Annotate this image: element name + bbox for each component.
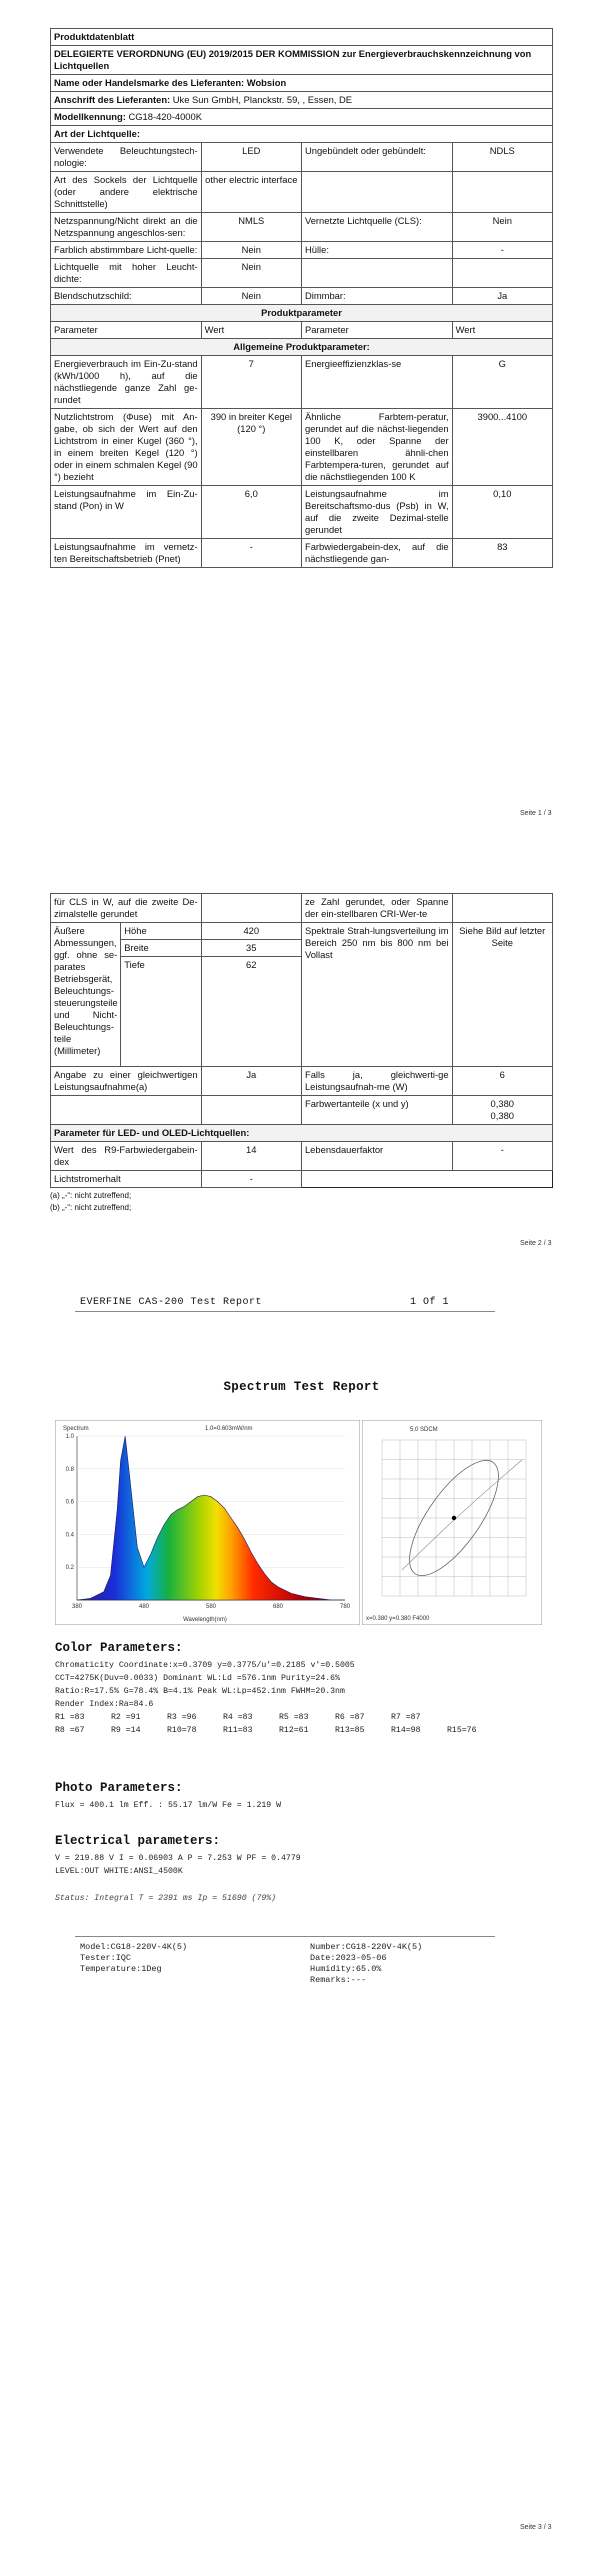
table-row: Wert des R9-Farbwiedergabein-dex 14 Lebensdauerfaktor - (51, 1142, 553, 1171)
table-row: Energieverbrauch im Ein-Zu-stand (kWh/1000 h), auf die nächstliegende ganze Zahl ge-rundet 7 Energieeffizienzklas-se G (51, 356, 553, 409)
general-params-header: Allgemeine Produktparameter: (51, 339, 553, 356)
x-tick-label: 680 (272, 1604, 284, 1610)
datasheet-table-2 (50, 893, 553, 1188)
x-tick-label: 480 (138, 1604, 150, 1610)
light-source-type: Art der Lichtquelle: (51, 126, 553, 143)
table-row: Nutzlichtstrom (Φuse) mit An-gabe, ob sich der Wert auf den Lichtstrom in einer Kugel (360 °), in einem breiten Kegel (120 °) oder in einem schmalen Kegel (90 °) bezieht 390 in breiter Kegel (120 °) Ähnliche Farbtem-peratur, gerundet auf die nächst-liegenden 100 K, oder Spanne der einstellbaren ähnli-chen Farbtempera-turen, gerundet auf die nächstliegenden 100 K 3900...4100 (51, 409, 553, 486)
table-row: Art des Sockels der Lichtquelle (oder andere elektrische Schnittstelle) other electric interface (51, 172, 553, 213)
dims-row: Breite 35 (51, 940, 553, 957)
column-header-row: Parameter Wert Parameter Wert (51, 322, 553, 339)
page-number-1: Seite 1 / 3 (520, 810, 552, 817)
color-params-title: Color Parameters: (55, 1641, 183, 1655)
cie-frame (362, 1420, 542, 1625)
table-row: Leistungsaufnahme im Ein-Zu-stand (Pon) in W 6,0 Leistungsaufnahme im Bereitschaftsmo-dus (Psb) in W, auf die zweite Dezimal-stelle gerundet 0,10 (51, 486, 553, 539)
spectrum-peak-label: 1.0=0.603mW/nm (205, 1426, 253, 1432)
spectrum-xlabel: Wavelength(nm) (183, 1617, 227, 1623)
regulation-text: DELEGIERTE VERORDNUNG (EU) 2019/2015 DER KOMMISSION zur Energieverbrauchskennzeichnung von Lichtquellen (51, 46, 553, 75)
y-tick-label: 1.0 (65, 1434, 74, 1440)
render-index-grid: R1 =83 R2 =91 R3 =96 R4 =83 R5 =83 R6 =87 R7 =87 R8 =67 R9 =14 R10=78 R11=83 R12=61 R13=85 R14=98 R15=76 (55, 1713, 477, 1735)
supplier-name: Name oder Handelsmarke des Lieferanten: Wobsion (51, 75, 553, 92)
color-line: Chromaticity Coordinate:x=0.3709 y=0.3775/u'=0.2185 v'=0.5005 (55, 1661, 355, 1670)
status-line: Status: Integral T = 2391 ms Ip = 51690 (79%) (55, 1894, 277, 1903)
x-tick-label: 380 (71, 1604, 83, 1610)
dims-row: Äußere Abmessungen, ggf. ohne se-parates Betriebsgerät, Beleuchtungs-steuerungsteile und Nicht-Beleuchtungs-teile (Millimeter) Höhe 420 Spektrale Strah-lungsverteilung im Bereich 250 nm bis 800 nm bei Vollast Siehe Bild auf letzter Seite (51, 923, 553, 940)
report-title: Spectrum Test Report (223, 1380, 380, 1394)
color-line: Render Index:Ra=84.6 (55, 1700, 154, 1709)
cie-chart (362, 1420, 542, 1625)
report-header-title: EVERFINE CAS-200 Test Report (80, 1297, 263, 1308)
chromaticity-point (452, 1516, 456, 1520)
datasheet-page-2 (50, 893, 553, 1214)
table-row: Angabe zu einer gleichwertigen Leistungsaufnahme(a) Ja Falls ja, gleichwerti-ge Leistungsaufnah-me (W) 6 (51, 1067, 553, 1096)
photo-params-title: Photo Parameters: (55, 1781, 183, 1795)
dims-row: Tiefe 62 (51, 957, 553, 1067)
footnote-b: (b) „-“: nicht zutreffend; (50, 1203, 132, 1212)
electrical-parameters (55, 1833, 301, 1905)
page-number-2: Seite 2 / 3 (520, 1240, 552, 1247)
spectrum-label: Spectrum (63, 1426, 89, 1432)
y-tick-label: 0.2 (65, 1565, 74, 1572)
table-row: Farbwertanteile (x und y) 0,380 0,380 (51, 1096, 553, 1125)
product-params-header: Produktparameter (51, 305, 553, 322)
led-params-header: Parameter für LED- und OLED-Lichtquellen: (51, 1125, 553, 1142)
elec-line: LEVEL:OUT WHITE:ANSI_4500K (55, 1867, 183, 1876)
table-row: Lichtstromerhalt - (51, 1171, 553, 1188)
x-tick-label: 580 (205, 1604, 217, 1610)
dims-label: Äußere Abmessungen, ggf. ohne se-parates Betriebsgerät, Beleuchtungs-steuerungsteile und Nicht-Beleuchtungs-teile (Millimeter) (51, 923, 121, 1067)
elec-params-title: Electrical parameters: (55, 1834, 221, 1848)
model-identifier: Modellkennung: CG18-420-4000K (51, 109, 553, 126)
spectrum-chart (55, 1420, 360, 1625)
cie-caption: x=0.380 y=0.380 F4000 (366, 1616, 430, 1622)
elec-line: V = 219.88 V I = 0.06903 A P = 7.253 W PF = 0.4779 (55, 1854, 301, 1863)
photo-parameters (55, 1780, 281, 1812)
table-row: Blendschutzschild: Nein Dimmbar: Ja (51, 288, 553, 305)
spectral-label: Spektrale Strah-lungsverteilung im Bereich 250 nm bis 800 nm bei Vollast (301, 923, 452, 1067)
y-tick-label: 0.8 (65, 1466, 74, 1473)
table-row: Netzspannung/Nicht direkt an die Netzspannung angeschlos-sen: NMLS Vernetzte Lichtquelle (CLS): Nein (51, 213, 553, 242)
y-tick-label: 0.6 (65, 1499, 74, 1506)
color-parameters (55, 1640, 503, 1737)
page-number-3: Seite 3 / 3 (520, 2524, 552, 2531)
report-header-page: 1 Of 1 (410, 1297, 450, 1308)
page-title: Produktdatenblatt (51, 29, 553, 46)
cie-label: 5.0 SDCM (410, 1427, 438, 1433)
color-line: CCT=4275K(Duv=0.0033) Dominant WL:Ld =576.1nm Purity=24.6% (55, 1674, 340, 1683)
photo-line: Flux = 400.1 lm Eff. : 55.17 lm/W Fe = 1.219 W (55, 1801, 282, 1810)
color-line: Ratio:R=17.5% G=78.4% B=4.1% Peak WL:Lp=452.1nm FWHM=20.3nm (55, 1687, 345, 1696)
datasheet-page-1 (50, 28, 553, 568)
header-divider (75, 1311, 495, 1312)
table-row: für CLS in W, auf die zweite De-zimalstelle gerundet ze Zahl gerundet, oder Spanne der ein-stellbaren CRI-Wer-te (51, 894, 553, 923)
datasheet-table-1 (50, 28, 553, 568)
table-row: Verwendete Beleuchtungstech-nologie: LED Ungebündelt oder gebündelt: NDLS (51, 143, 553, 172)
y-tick-label: 0.4 (65, 1532, 74, 1539)
meta-divider (75, 1936, 495, 1937)
footnote-a: (a) „-“: nicht zutreffend; (50, 1191, 132, 1200)
table-row: Lichtquelle mit hoher Leucht-dichte: Nein (51, 259, 553, 288)
spectral-value: Siehe Bild auf letzter Seite (452, 923, 552, 1067)
x-tick-label: 780 (339, 1604, 351, 1610)
table-row: Farblich abstimmbare Licht-quelle: Nein Hülle: - (51, 242, 553, 259)
table-row: Leistungsaufnahme im vernetz-ten Bereitschaftsbetrieb (Pnet) - Farbwiedergabein-dex, auf die nächstliegende gan- 83 (51, 539, 553, 568)
supplier-address: Anschrift des Lieferanten: Uke Sun GmbH, Planckstr. 59, , Essen, DE (51, 92, 553, 109)
report-metadata: Model:CG18-220V-4K(5) Number:CG18-220V-4K(5) Tester:IQC Date:2023-05-06 Temperature:1Deg Humidity:65.0% Remarks:--- (80, 1942, 423, 1985)
